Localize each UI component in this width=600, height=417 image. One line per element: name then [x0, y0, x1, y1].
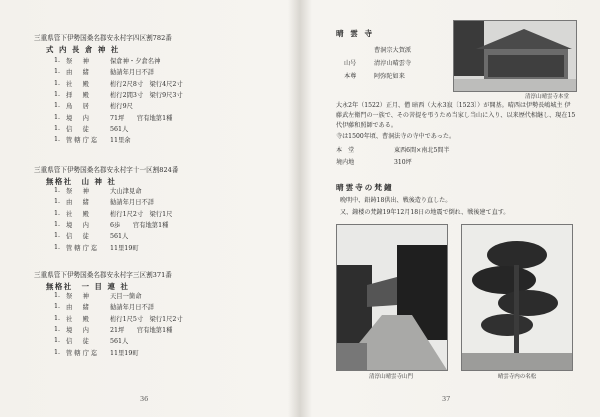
shrine-title: 式 内 長 倉 神 社: [46, 45, 120, 54]
item-value: 桁行1尺5寸 梁行1尺2寸: [110, 315, 183, 323]
meta-value: 東西6間×南北5間半: [394, 147, 450, 154]
item-label: 祭 神: [66, 188, 91, 196]
item-label: 信 徒: [66, 338, 91, 346]
page-number: 36: [140, 395, 149, 403]
item-number: 1.: [54, 292, 61, 300]
bell-line: 又、鐘楼の梵鐘19年12月18日の地震で倒れ、戦後建て直す。: [340, 209, 510, 216]
item-value: 桁行1尺2寸 梁行1尺: [110, 210, 173, 218]
item-label: 信 徒: [66, 125, 91, 133]
item-value: 561人: [110, 338, 129, 346]
item-value: 桁行2間3寸 梁行9尺3寸: [110, 92, 183, 100]
item-label: 拝 殿: [66, 92, 91, 100]
temple-gate-photo: [336, 224, 448, 371]
left-page: [0, 0, 298, 417]
item-label: 境 内: [66, 222, 91, 230]
shrine-item: [54, 219, 274, 230]
shrine-header: 三重県管下伊勢国桑名郡安永村字十一区割824番: [34, 166, 179, 174]
info-value: 清淳山晴雲寺: [374, 60, 412, 67]
shrine-item: [54, 55, 274, 66]
temple-meta-row: [336, 157, 412, 166]
item-number: 1.: [54, 57, 61, 65]
temple-history-paragraph: 大永2年（1522）正月、僧 暗西（大永3寂〔1523〕）が開基。晴西は伊勢長嶋城主 伊藤武左衛門の一族で、その菩提を弔うため当家し当山に入り、以来歴代相継し、現在15代伊藤和照師である。: [336, 102, 576, 130]
item-number: 1.: [54, 232, 61, 240]
shrine-title: 無格社 一 目 連 社: [46, 282, 130, 291]
info-key: 本尊: [344, 73, 357, 80]
item-label: 境 内: [66, 114, 91, 122]
shrine-items: [54, 290, 274, 358]
item-value: 21坪 官有地第1種: [110, 327, 173, 335]
item-value: 11里19町: [110, 349, 139, 357]
item-value: 11里余: [110, 137, 131, 145]
page-number: 37: [442, 395, 451, 403]
item-label: 管轄庁迄: [66, 137, 100, 145]
photo-caption: 清淳山晴雲寺山門: [368, 374, 413, 380]
shrine-item: [54, 346, 274, 357]
item-number: 1.: [54, 113, 61, 121]
item-number: 1.: [54, 326, 61, 334]
temple-meta-row: [336, 145, 450, 154]
item-value: 桁行2尺8寸 梁行4尺2寸: [110, 80, 183, 88]
shrine-item: [54, 230, 274, 241]
shrine-item: [54, 313, 274, 324]
info-key: 山号: [344, 60, 357, 67]
item-value: 11里19町: [110, 244, 139, 252]
shrine-item: [54, 111, 274, 122]
shrine-item: [54, 66, 274, 77]
pine-tree-photo: [461, 224, 573, 371]
item-value: 大山津見命: [110, 188, 142, 196]
shrine-header: 三重県管下伊勢国桑名郡安永村字四区割782番: [34, 34, 172, 42]
shrine-item: [54, 324, 274, 335]
item-number: 1.: [54, 314, 61, 322]
item-number: 1.: [54, 337, 61, 345]
item-number: 1.: [54, 91, 61, 99]
right-page: [302, 0, 600, 417]
item-label: 管轄庁迄: [66, 244, 100, 252]
item-value: 71坪 官有地第1種: [110, 114, 173, 122]
info-value: 曹洞宗大賀派: [374, 47, 412, 54]
item-label: 社 殿: [66, 80, 91, 88]
item-number: 1.: [54, 348, 61, 356]
item-number: 1.: [54, 68, 61, 76]
item-label: 由 緒: [66, 304, 91, 312]
temple-hall-photo: [453, 20, 577, 92]
item-label: 社 殿: [66, 315, 91, 323]
shrine-item: [54, 134, 274, 145]
item-value: 天目一箇命: [110, 293, 142, 301]
item-value: 6歩 官有地第1種: [110, 222, 169, 230]
item-number: 1.: [54, 303, 61, 311]
temple-info-row: [344, 71, 405, 80]
shrine-item: [54, 123, 274, 134]
shrine-item: [54, 78, 274, 89]
item-number: 1.: [54, 198, 61, 206]
item-number: 1.: [54, 209, 61, 217]
meta-key: 境内地: [336, 159, 355, 166]
item-label: 管轄庁迄: [66, 349, 100, 357]
item-number: 1.: [54, 221, 61, 229]
item-number: 1.: [54, 124, 61, 132]
photo-caption: 晴雲寺内の名松: [497, 374, 537, 380]
shrine-items: [54, 55, 274, 145]
shrine-item: [54, 290, 274, 301]
shrine-header: 三重県管下伊勢国桑名郡安永村字三区割371番: [34, 271, 172, 279]
item-number: 1.: [54, 102, 61, 110]
shrine-item: [54, 301, 274, 312]
item-value: 保倉神・夕倉名神: [110, 58, 161, 66]
bell-section-title: 晴雲寺の梵鐘: [336, 183, 394, 192]
item-number: 1.: [54, 136, 61, 144]
item-label: 由 緒: [66, 69, 91, 77]
item-label: 鳥 居: [66, 103, 91, 111]
pine-tree-illustration: [462, 225, 572, 370]
shrine-item: [54, 241, 274, 252]
item-number: 1.: [54, 79, 61, 87]
temple-info-row: [344, 58, 411, 67]
bell-line: 晩明中、鉛鋳18供出、戦後造り直した。: [340, 197, 452, 204]
meta-value: 310坪: [394, 159, 412, 166]
info-value: 阿弥陀如来: [374, 73, 405, 80]
item-label: 社 殿: [66, 210, 91, 218]
shrine-item: [54, 185, 274, 196]
item-value: 勧請年月日不詳: [110, 199, 155, 207]
item-value: 勧請年月日不詳: [110, 304, 155, 312]
temple-info-row: [344, 45, 411, 54]
shrine-item: [54, 100, 274, 111]
shrine-title: 無格社 山 神 社: [46, 177, 117, 186]
item-value: 勧請年月日不詳: [110, 69, 155, 77]
item-value: 561人: [110, 125, 129, 133]
item-label: 由 緒: [66, 199, 91, 207]
photo-caption: 清淳山晴雲寺本堂: [524, 94, 569, 100]
shrine-item: [54, 89, 274, 100]
item-number: 1.: [54, 187, 61, 195]
meta-key: 本 堂: [336, 147, 355, 154]
temple-gate-illustration: [337, 225, 447, 370]
temple-hall-illustration: [454, 21, 576, 91]
shrine-items: [54, 185, 274, 253]
item-number: 1.: [54, 243, 61, 251]
shrine-item: [54, 208, 274, 219]
info-key: [344, 45, 374, 54]
item-label: 祭 神: [66, 58, 91, 66]
shrine-item: [54, 335, 274, 346]
item-label: 信 徒: [66, 233, 91, 241]
item-value: 561人: [110, 233, 129, 241]
item-value: 桁行9尺: [110, 103, 133, 111]
temple-title: 晴 雲 寺: [336, 29, 375, 38]
item-label: 境 内: [66, 327, 91, 335]
shrine-item: [54, 196, 274, 207]
temple-note: 寺は1500年頃、曹洞法寺の寺中であった。: [336, 133, 456, 140]
item-label: 祭 神: [66, 293, 91, 301]
